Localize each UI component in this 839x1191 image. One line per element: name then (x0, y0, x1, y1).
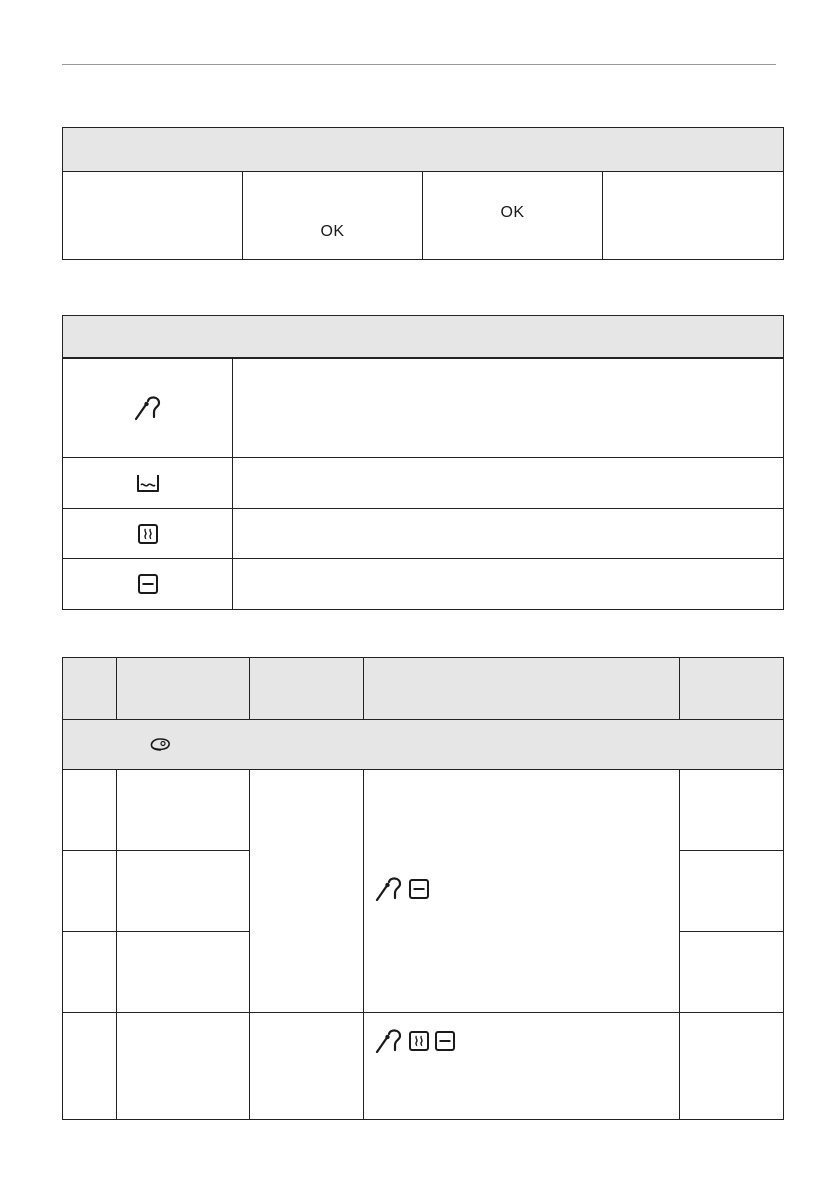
symbols-table (62, 315, 784, 610)
column-header (250, 658, 364, 720)
table-cell (423, 172, 603, 260)
description-cell (233, 509, 784, 559)
symbol-cell (63, 458, 233, 509)
steam-heating-icon (408, 1030, 430, 1052)
table-header (63, 316, 784, 358)
table-cell (603, 172, 784, 260)
table-cell (63, 932, 117, 1013)
lower-heat-icon (137, 573, 159, 595)
function-cell (364, 1013, 680, 1120)
table-cell (680, 932, 784, 1013)
table-cell (63, 851, 117, 932)
category-row (63, 720, 784, 770)
steam-heating-icon (137, 523, 159, 545)
table-cell (117, 1013, 250, 1120)
description-cell (233, 559, 784, 610)
function-cell (364, 770, 680, 1013)
settings-table (62, 127, 784, 260)
table-cell (250, 770, 364, 1013)
description-cell (233, 458, 784, 509)
column-header (63, 658, 117, 720)
core-probe-icon (374, 875, 404, 903)
cooking-table (62, 657, 784, 1120)
description-cell (233, 358, 784, 458)
table-cell (250, 1013, 364, 1120)
table-cell (680, 770, 784, 851)
water-tray-icon (135, 472, 161, 494)
table-cell (63, 172, 243, 260)
table-cell (680, 1013, 784, 1120)
table-cell (680, 851, 784, 932)
table-cell (63, 1013, 117, 1120)
lower-heat-icon (408, 878, 430, 900)
table-cell (117, 770, 250, 851)
table-cell (63, 770, 117, 851)
symbol-cell (63, 559, 233, 610)
ok-label: OK (320, 223, 345, 240)
symbol-cell (63, 358, 233, 458)
table-cell (117, 851, 250, 932)
column-header (364, 658, 680, 720)
table-cell (117, 932, 250, 1013)
core-probe-icon (374, 1027, 404, 1055)
header-rule (62, 64, 776, 65)
lower-heat-icon (434, 1030, 456, 1052)
column-header (680, 658, 784, 720)
core-probe-icon (133, 394, 163, 422)
meat-icon (149, 736, 171, 752)
ok-label: OK (500, 204, 525, 221)
column-header (117, 658, 250, 720)
table-header (63, 128, 784, 172)
table-cell (243, 172, 423, 260)
symbol-cell (63, 509, 233, 559)
